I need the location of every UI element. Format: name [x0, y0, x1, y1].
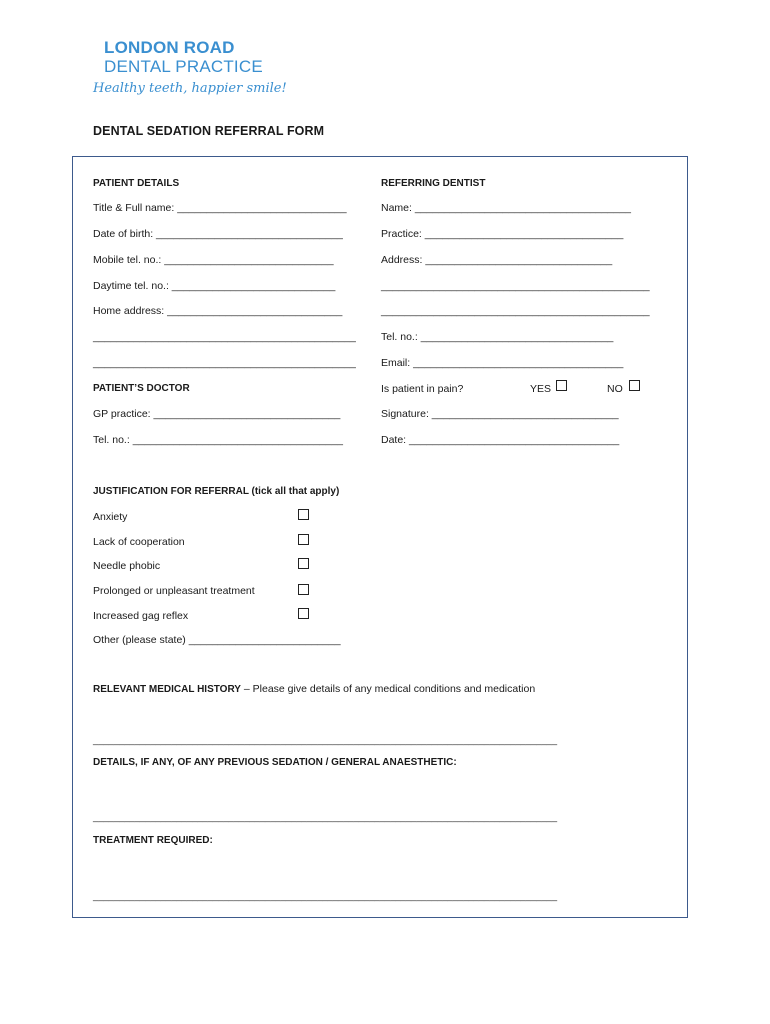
reason-anxiety-label: Anxiety	[93, 511, 128, 523]
gp-tel-field[interactable]: Tel. no.: ____________________________________	[93, 434, 343, 446]
pain-no-checkbox[interactable]	[629, 380, 640, 391]
dentist-address-line-3[interactable]: ______________________________________________	[381, 305, 650, 317]
dentist-name-field[interactable]: Name: _____________________________________	[381, 202, 631, 214]
date-field[interactable]: Date: ____________________________________	[381, 434, 620, 446]
previous-sedation-line[interactable]: _________________________________________________________________________________________	[93, 811, 558, 822]
logo-line-2: DENTAL PRACTICE	[104, 57, 263, 76]
pain-no-label: NO	[607, 383, 623, 395]
reason-needle-phobic-label: Needle phobic	[93, 560, 161, 572]
treatment-required-line[interactable]: _________________________________________________________________________________________	[93, 890, 558, 901]
medical-history-line[interactable]: _________________________________________________________________________________________	[93, 734, 558, 745]
pain-yes-checkbox[interactable]	[556, 380, 567, 391]
reason-needle-phobic-checkbox[interactable]	[298, 558, 309, 569]
medical-history-heading	[93, 683, 535, 695]
logo-line-1: LONDON ROAD	[104, 38, 235, 57]
reason-gag-reflex-label: Increased gag reflex	[93, 610, 189, 622]
reason-cooperation-checkbox[interactable]	[298, 534, 309, 545]
pain-question: Is patient in pain?	[381, 383, 464, 395]
gp-practice-field[interactable]: GP practice: ________________________________	[93, 408, 341, 420]
logo-tagline: Healthy teeth, happier smile!	[93, 81, 287, 96]
justification-heading: JUSTIFICATION FOR REFERRAL (tick all that apply)	[93, 486, 340, 497]
reason-prolonged-treatment-checkbox[interactable]	[298, 584, 309, 595]
dentist-address-field[interactable]: Address: ________________________________	[381, 254, 613, 266]
treatment-required-heading: TREATMENT REQUIRED:	[93, 835, 213, 846]
home-address-line-2[interactable]: _____________________________________________	[93, 331, 356, 343]
dentist-email-field[interactable]: Email: ____________________________________	[381, 357, 624, 369]
reason-cooperation-label: Lack of cooperation	[93, 536, 185, 548]
patients-doctor-heading: PATIENT’S DOCTOR	[93, 383, 190, 394]
medical-history-heading-rest: – Please give details of any medical conditions and medication	[240, 683, 536, 695]
signature-field[interactable]: Signature: ________________________________	[381, 408, 619, 420]
reason-prolonged-treatment-label: Prolonged or unpleasant treatment	[93, 585, 255, 597]
pain-yes-label: YES	[530, 383, 552, 395]
dentist-address-line-2[interactable]: ______________________________________________	[381, 280, 650, 292]
dentist-tel-field[interactable]: Tel. no.: _________________________________	[381, 331, 614, 343]
reason-gag-reflex-checkbox[interactable]	[298, 608, 309, 619]
mobile-field[interactable]: Mobile tel. no.: _____________________________	[93, 254, 334, 266]
title-name-field[interactable]: Title & Full name: _____________________________	[93, 202, 347, 214]
form-title: DENTAL SEDATION REFERRAL FORM	[93, 124, 325, 138]
reason-other-field[interactable]: Other (please state) __________________________	[93, 634, 341, 646]
home-address-field[interactable]: Home address: ______________________________	[93, 305, 343, 317]
dob-field[interactable]: Date of birth: ________________________________	[93, 228, 343, 240]
reason-anxiety-checkbox[interactable]	[298, 509, 309, 520]
referring-dentist-heading: REFERRING DENTIST	[381, 178, 486, 189]
patient-details-heading: PATIENT DETAILS	[93, 178, 180, 189]
medical-history-heading-bold: RELEVANT MEDICAL HISTORY	[93, 684, 241, 695]
dentist-practice-field[interactable]: Practice: __________________________________	[381, 228, 624, 240]
previous-sedation-heading: DETAILS, IF ANY, OF ANY PREVIOUS SEDATION / GENERAL ANAESTHETIC:	[93, 757, 457, 768]
home-address-line-3[interactable]: _____________________________________________	[93, 357, 356, 369]
daytime-tel-field[interactable]: Daytime tel. no.: ____________________________	[93, 280, 336, 292]
